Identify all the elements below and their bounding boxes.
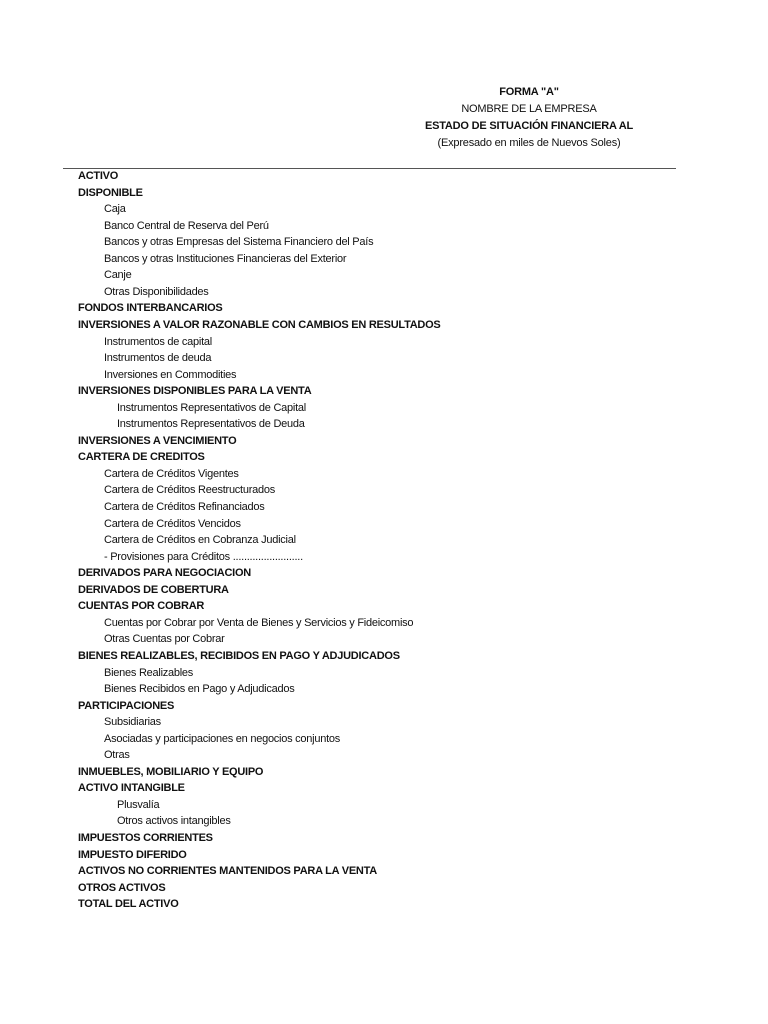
section-heading: ACTIVO bbox=[78, 170, 119, 182]
account-line: Otras bbox=[104, 749, 130, 762]
account-line: Subsidiarias bbox=[104, 716, 161, 729]
account-line: Canje bbox=[104, 269, 132, 282]
section-heading: ACTIVOS NO CORRIENTES MANTENIDOS PARA LA VENTA bbox=[78, 865, 377, 878]
account-line: Instrumentos Representativos de Deuda bbox=[117, 418, 305, 431]
section-heading: INVERSIONES A VALOR RAZONABLE CON CAMBIOS EN RESULTADOS bbox=[78, 318, 441, 331]
account-line: Cartera de Créditos Vencidos bbox=[104, 517, 241, 530]
section-heading: INVERSIONES A VENCIMIENTO bbox=[78, 434, 237, 447]
account-line: Asociadas y participaciones en negocios conjuntos bbox=[104, 732, 341, 745]
account-line: Otras Disponibilidades bbox=[104, 285, 209, 298]
account-line: Cartera de Créditos Vigentes bbox=[104, 467, 239, 480]
section-heading: DERIVADOS DE COBERTURA bbox=[78, 583, 229, 596]
section-heading: IMPUESTOS CORRIENTES bbox=[78, 832, 213, 844]
statement-title: ESTADO DE SITUACIÓN FINANCIERA AL bbox=[424, 120, 634, 132]
account-line: Cartera de Créditos Reestructurados bbox=[104, 484, 275, 497]
account-line: - Provisiones para Créditos ......................... bbox=[104, 550, 303, 563]
header-divider bbox=[63, 168, 676, 169]
account-line: Bienes Recibidos en Pago y Adjudicados bbox=[104, 683, 295, 696]
account-line: Cartera de Créditos en Cobranza Judicial bbox=[104, 534, 296, 547]
account-line: Caja bbox=[104, 203, 126, 216]
form-title: FORMA "A" bbox=[499, 86, 559, 98]
section-heading: DISPONIBLE bbox=[78, 186, 143, 199]
units-note: (Expresado en miles de Nuevos Soles) bbox=[437, 137, 621, 149]
section-heading: BIENES REALIZABLES, RECIBIDOS EN PAGO Y ADJUDICADOS bbox=[78, 649, 400, 662]
section-heading: INMUEBLES, MOBILIARIO Y EQUIPO bbox=[78, 765, 264, 778]
account-line: Bienes Realizables bbox=[104, 666, 194, 679]
account-line: Instrumentos Representativos de Capital bbox=[117, 401, 306, 414]
section-heading: OTROS ACTIVOS bbox=[78, 881, 166, 894]
section-heading: DERIVADOS PARA NEGOCIACION bbox=[78, 567, 251, 580]
section-heading: ACTIVO INTANGIBLE bbox=[78, 782, 185, 795]
section-heading: IMPUESTO DIFERIDO bbox=[78, 848, 187, 861]
section-heading: CARTERA DE CREDITOS bbox=[78, 451, 205, 464]
account-line: Instrumentos de deuda bbox=[104, 352, 212, 365]
account-line: Inversiones en Commodities bbox=[104, 368, 237, 381]
account-line: Banco Central de Reserva del Perú bbox=[104, 219, 269, 232]
account-line: Cuentas por Cobrar por Venta de Bienes y Servicios y Fideicomiso bbox=[104, 616, 414, 629]
section-heading: CUENTAS POR COBRAR bbox=[78, 600, 205, 613]
account-line: Instrumentos de capital bbox=[104, 335, 212, 348]
account-line: Bancos y otras Empresas del Sistema Financiero del País bbox=[104, 236, 374, 249]
section-heading: FONDOS INTERBANCARIOS bbox=[78, 302, 223, 315]
section-heading: PARTICIPACIONES bbox=[78, 699, 175, 712]
account-line: Cartera de Créditos Refinanciados bbox=[104, 501, 265, 513]
account-line: Plusvalía bbox=[117, 798, 160, 811]
account-line: Otras Cuentas por Cobrar bbox=[104, 633, 225, 646]
account-line: Otros activos intangibles bbox=[117, 815, 231, 828]
section-heading: INVERSIONES DISPONIBLES PARA LA VENTA bbox=[78, 385, 312, 398]
company-name: NOMBRE DE LA EMPRESA bbox=[461, 103, 597, 115]
section-heading: TOTAL DEL ACTIVO bbox=[78, 898, 179, 911]
account-line: Bancos y otras Instituciones Financieras del Exterior bbox=[104, 252, 347, 265]
